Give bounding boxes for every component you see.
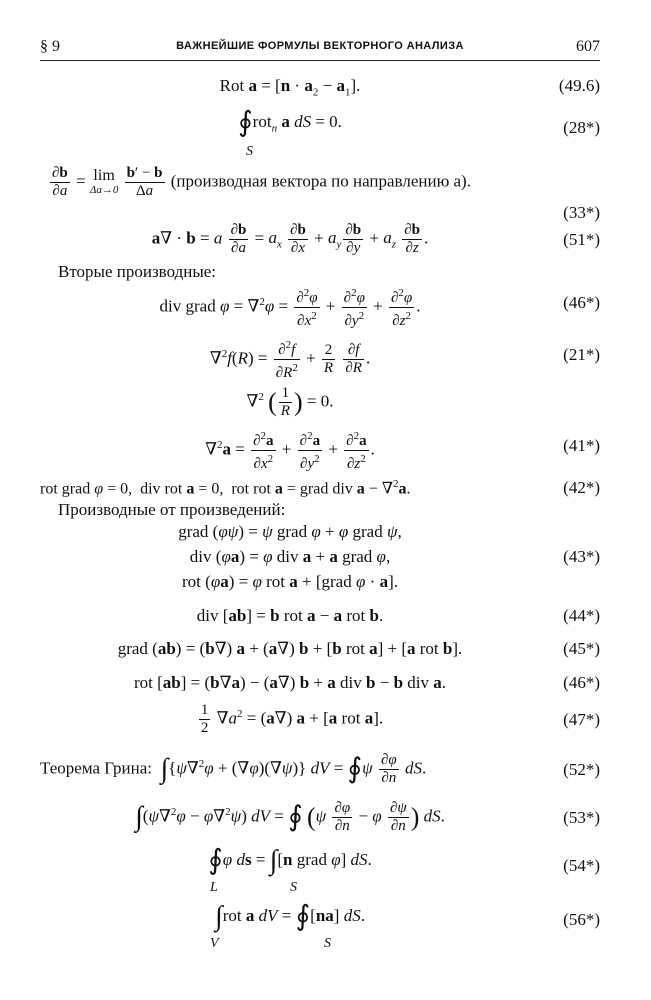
formula: rot [ab] = (b∇a) − (a∇) b + a div b − b div a. [133,673,447,692]
equation-51 [40,222,600,262]
equation-number: (42*) [563,478,600,497]
formula: div [ab] = b rot a − a rot b. [196,606,384,625]
equation-number: (21*) [563,345,600,364]
equation-46b [40,673,600,705]
formula: rot (φa) = φ rot a + [grad φ · a]. [182,572,398,591]
formula: ∫(ψ∇$^2$φ − φ∇$^2$ψ) dV = ∮ (ψ $\frac{\partial\varphi}{\partial n}$ − φ $\frac{\partial\psi}{\partial n}$ ) dS. [135,800,445,834]
integral-limit-s: S [290,880,297,895]
equation-47 [40,702,600,742]
equation-56 [40,900,600,954]
equation-number: (46*) [563,293,600,312]
lim-word: lim [93,166,115,184]
equation-number: (28*) [563,118,600,137]
equation-number: (46*) [563,673,600,692]
formula: grad (φψ) = ψ grad φ + φ grad ψ, [178,522,402,541]
equation-41 [40,428,600,470]
formula: grad (ab) = (b∇) a + (a∇) b + [b rot a] + [a rot b]. [117,639,463,658]
formula: ∮φ ds = ∫[n grad φ] dS. [208,845,372,877]
equation-46a [40,285,600,327]
header-rule [40,60,600,61]
equation-43-line3 [40,572,600,604]
running-header [40,38,600,60]
integral-limit-l: L [210,880,218,895]
equation-45 [40,639,600,671]
page-number: 607 [576,38,600,55]
equation-number: (33*) [563,203,600,222]
equation-number: (54*) [563,856,600,875]
lim-sub: Δa→0 [89,183,119,196]
equation-number: (44*) [563,606,600,625]
equation-number: (52*) [563,760,600,779]
equation-49-6 [40,76,600,108]
integral-limit-s: S [324,936,331,951]
products-label: Производные от произведений: [58,500,286,519]
formula: div (φa) = φ div a + a grad φ, [189,547,391,566]
equation-28 [40,107,600,162]
formula: Теорема Грина: ∫{ψ∇$^2$φ + (∇φ)(∇ψ)} dV = ∮ψ $\frac{\partial\varphi}{\partial n}$ dS. [40,752,427,786]
formula: a∇ · b = a $\frac{\partial b}{\partial a}$ = $a_x$ $\frac{\partial b}{\partial x}$ + $a_y$ $\frac{\partial b}{\partial y}$ + $a_z$ $\frac{\partial b}{\partial z}$ . [151,222,429,256]
formula: ∇$^2$ ( $\frac{1}{R}$ ) = 0. [246,385,334,419]
running-title: ВАЖНЕЙШИЕ ФОРМУЛЫ ВЕКТОРНОГО АНАЛИЗА [176,40,464,52]
equation-number: (51*) [563,230,600,249]
equation-number: (41*) [563,436,600,455]
equation-number: (45*) [563,639,600,658]
integral-limit-v: V [210,936,219,951]
formula: ∫rot a dV = ∮[na] dS. [215,901,365,933]
equation-number: (49.6) [558,76,600,95]
equation-number: (53*) [563,808,600,827]
formula: div grad φ = ∇$^2$φ = $\frac{\partial^2\varphi}{\partial x^2}$ + $\frac{\partial^2\varphi}{\partial y^2}$ + $\frac{\partial^2\varphi}{\partial z^2}$ . [159,287,421,329]
equation-number: (47*) [563,710,600,729]
equation-number: (56*) [563,910,600,929]
formula: ∇$^2$a = $\frac{\partial^2a}{\partial x^2}$ + $\frac{\partial^2a}{\partial y^2}$ + $\frac{\partial^2a}{\partial z^2}$ . [205,430,375,472]
formula: $\frac{\partial b}{\partial a}$ = lim Δa→0 $\frac{b' - b}{\Delta a}$ (производная вектора по направлению a). [52,165,471,199]
section-number: § 9 [40,38,60,55]
formula: ∇$^2$f(R) = $\frac{\partial^2f}{\partial R^2}$ + $\frac{2}{R}$ $\frac{\partial f}{\partial R}$ . [209,339,371,381]
formula: $\frac{1}{2}$ $\nabla a^2 = (a\nabla) a + [a$ rot a]. [200,702,384,736]
equation-laplace-1-over-r [40,385,600,425]
equation-33 [40,165,600,227]
formula: ∮rot$_n$ a dS = 0. [238,107,342,139]
green-theorem-label: Теорема Грина: [40,758,152,778]
second-derivatives-label: Вторые производные: [58,262,217,281]
equation-number: (43*) [563,547,600,566]
integral-limit: S [246,144,253,159]
direction-note: (производная вектора по направлению a). [170,171,471,191]
equation-44 [40,606,600,638]
formula: rot grad φ = 0, div rot a = 0, rot rot a = grad div a − ∇$^2$a. [40,478,411,498]
equation-21 [40,337,600,379]
equation-54 [40,846,600,898]
formula: Rot $a = [n \cdot a_2 - a_1]$. [219,76,361,99]
equation-53 [40,800,600,842]
equation-52 [40,752,600,792]
